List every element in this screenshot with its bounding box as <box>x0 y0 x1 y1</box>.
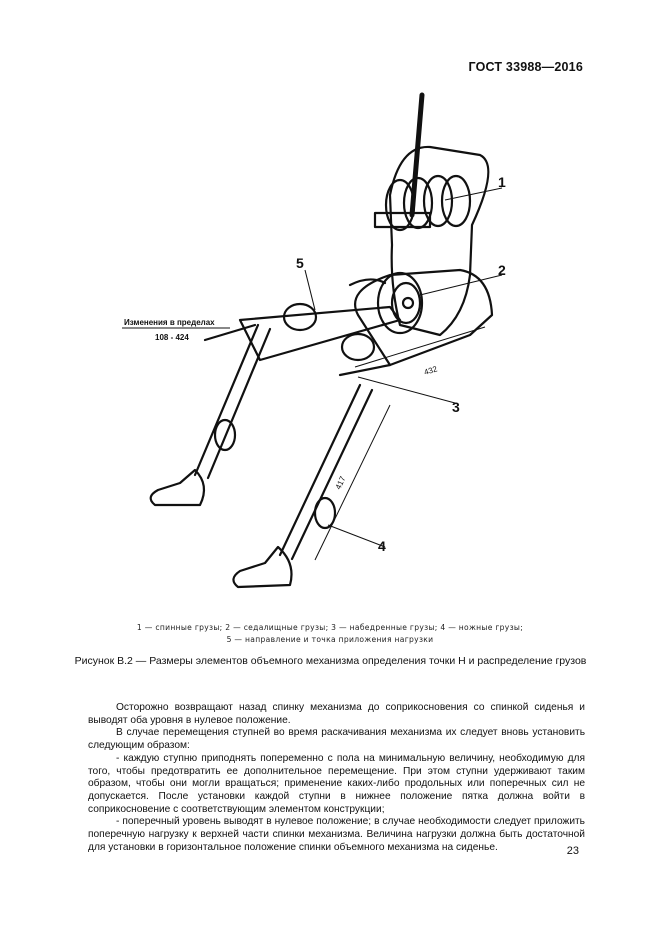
thigh-bar <box>240 307 400 360</box>
dim-417-line <box>315 405 390 560</box>
callout-5: 5 <box>296 255 304 271</box>
right-foot <box>233 547 291 587</box>
range-label-title: Изменения в пределах <box>124 318 215 327</box>
back-weight <box>424 176 452 226</box>
right-leg-weight <box>315 498 335 528</box>
paragraph: Осторожно возвращают назад спинку механизма до соприкосновения со спинкой сиденья и выводят оба уровня в нулевое положение. <box>88 702 585 726</box>
left-leg <box>195 325 270 478</box>
right-leg <box>280 385 372 559</box>
callout-3: 3 <box>452 399 460 415</box>
seat-pan <box>355 270 492 365</box>
figure-legend-line-1: 1 — спинные грузы; 2 — седалищные грузы; 3 — набедренные грузы; 4 — ножные грузы; <box>136 623 524 632</box>
thigh-weight <box>342 334 374 360</box>
callout-4: 4 <box>378 538 386 554</box>
dim-432-label: 432 <box>422 364 439 377</box>
thigh-weight <box>284 304 316 330</box>
paragraph: - поперечный уровень выводят в нулевое положение; в случае необходимости следует приложить поперечную нагрузку к верхней части спинки механизма. Величина нагрузки должна быть достаточной для установки в горизонтальное положение спинки объемного механизма на сиденье. <box>88 816 585 853</box>
leader-4 <box>328 525 385 547</box>
figure-caption: Рисунок В.2 — Размеры элементов объемного механизма определения точки H и распределение грузов <box>74 655 587 667</box>
range-label-value: 108 - 424 <box>155 333 189 342</box>
callout-1: 1 <box>498 174 506 190</box>
dim-417-label: 417 <box>333 474 348 491</box>
document-code: ГОСТ 33988—2016 <box>468 60 583 74</box>
weight-bracket <box>375 213 430 227</box>
back-weight <box>442 176 470 226</box>
figure-drawing <box>100 85 560 615</box>
figure-legend-line-2: 5 — направление и точка приложения нагрузки <box>226 635 434 644</box>
page-number: 23 <box>566 845 579 857</box>
leader-1 <box>445 188 502 200</box>
paragraph: - каждую ступню приподнять попеременно с пола на минимальную величину, необходимую для того, чтобы предотвратить ее дополнительное перемещение. При этом ступни удерживают таким образом, чтобы они могли вращаться; применение каких-либо продольных или поперечных сил не допускается. После установки каждой ступни в нижнее положение пятка должна войти в соприкосновение с соответствующим элементом конструкции; <box>88 752 585 815</box>
h-point-machine-figure <box>100 85 560 615</box>
paragraph: В случае перемещения ступней во время раскачивания механизма их следует вновь установить следующим образом: <box>88 727 585 752</box>
seat-weight-hub <box>403 298 413 308</box>
leader-2 <box>420 275 502 295</box>
body-text <box>88 702 585 854</box>
callout-2: 2 <box>498 262 506 278</box>
